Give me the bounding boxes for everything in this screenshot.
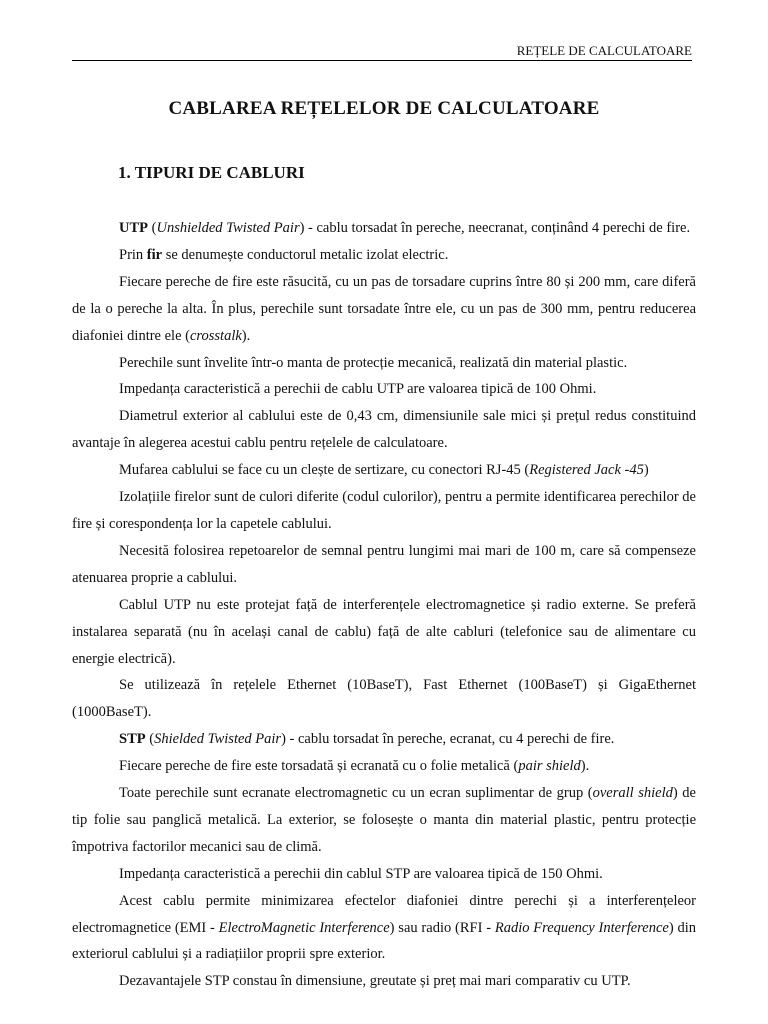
paragraph: Acest cablu permite minimizarea efectelor diafoniei dintre perechi și a interferențeleor electromagnetice (EMI - ElectroMagnetic Interference) sau radio (RFI - Radio Frequency Interference) din exteriorul cablului și a radiațiilor proprii spre exterior. xyxy=(72,892,696,963)
paragraph: Fiecare pereche de fire este răsucită, cu un pas de torsadare cuprins între 80 și 200 mm, care diferă de la o pereche la alta. În plus, perechile sunt torsadate între ele, cu un pas de 300 mm, pentru reducerea diafoniei dintre ele (crosstalk). xyxy=(72,273,696,344)
paragraph: Izolațiile firelor sunt de culori diferite (codul culorilor), pentru a permite identificarea perechilor de fire și corespondența lor la capetele cablului. xyxy=(72,489,696,532)
paragraph: Mufarea cablului se face cu un clește de sertizare, cu conectori RJ-45 (Registered Jack -45) xyxy=(119,462,649,479)
paragraph: Perechile sunt învelite într-o manta de protecție mecanică, realizată din material plastic. xyxy=(119,354,628,371)
running-title: REȚELE DE CALCULATOARE xyxy=(516,43,692,58)
paragraph: Necesită folosirea repetoarelor de semnal pentru lungimi mai mari de 100 m, care să compenseze atenuarea proprie a cablului. xyxy=(72,542,696,586)
paragraph: STP (Shielded Twisted Pair) - cablu torsadat în pereche, ecranat, cu 4 perechi de fire. xyxy=(119,731,615,748)
page-title: CABLAREA REȚELELOR DE CALCULATOARE xyxy=(168,98,600,119)
document-body xyxy=(72,215,696,995)
section-heading: 1. TIPURI DE CABLURI xyxy=(118,163,305,182)
paragraph: Dezavantajele STP constau în dimensiune, greutate și preț mai mari comparativ cu UTP. xyxy=(119,973,631,990)
paragraph: Diametrul exterior al cablului este de 0,43 cm, dimensiunile sale mici și prețul redus constituind avantaje în alegerea acestui cablu pentru rețelele de calculatoare. xyxy=(72,408,696,452)
paragraph: Impedanța caracteristică a perechii din cablul STP are valoarea tipică de 150 Ohmi. xyxy=(119,865,603,882)
paragraph: Se utilizează în rețelele Ethernet (10BaseT), Fast Ethernet (100BaseT) și GigaEthernet (1000BaseT). xyxy=(72,677,696,721)
paragraph: Prin fir se denumește conductorul metalic izolat electric. xyxy=(119,246,449,263)
paragraph: UTP (Unshielded Twisted Pair) - cablu torsadat în pereche, neecranat, conținând 4 perechi de fire. xyxy=(119,220,691,236)
paragraph: Fiecare pereche de fire este torsadată și ecranată cu o folie metalică (pair shield). xyxy=(119,758,590,775)
paragraph: Cablul UTP nu este protejat față de interferențele electromagnetice și radio externe. Se preferă instalarea separată (nu în același canal de cablu) față de alte cabluri (telefonice sau de alimentare cu energie electrică). xyxy=(72,596,696,667)
running-header xyxy=(72,44,692,61)
paragraph: Toate perechile sunt ecranate electromagnetic cu un ecran suplimentar de grup (overall shield) de tip folie sau panglică metalică. La exterior, se folosește o manta din material plastic, pentru protecție împotriva factorilor mecanici sau de climă. xyxy=(72,785,696,855)
paragraph: Impedanța caracteristică a perechii de cablu UTP are valoarea tipică de 100 Ohmi. xyxy=(119,381,597,398)
